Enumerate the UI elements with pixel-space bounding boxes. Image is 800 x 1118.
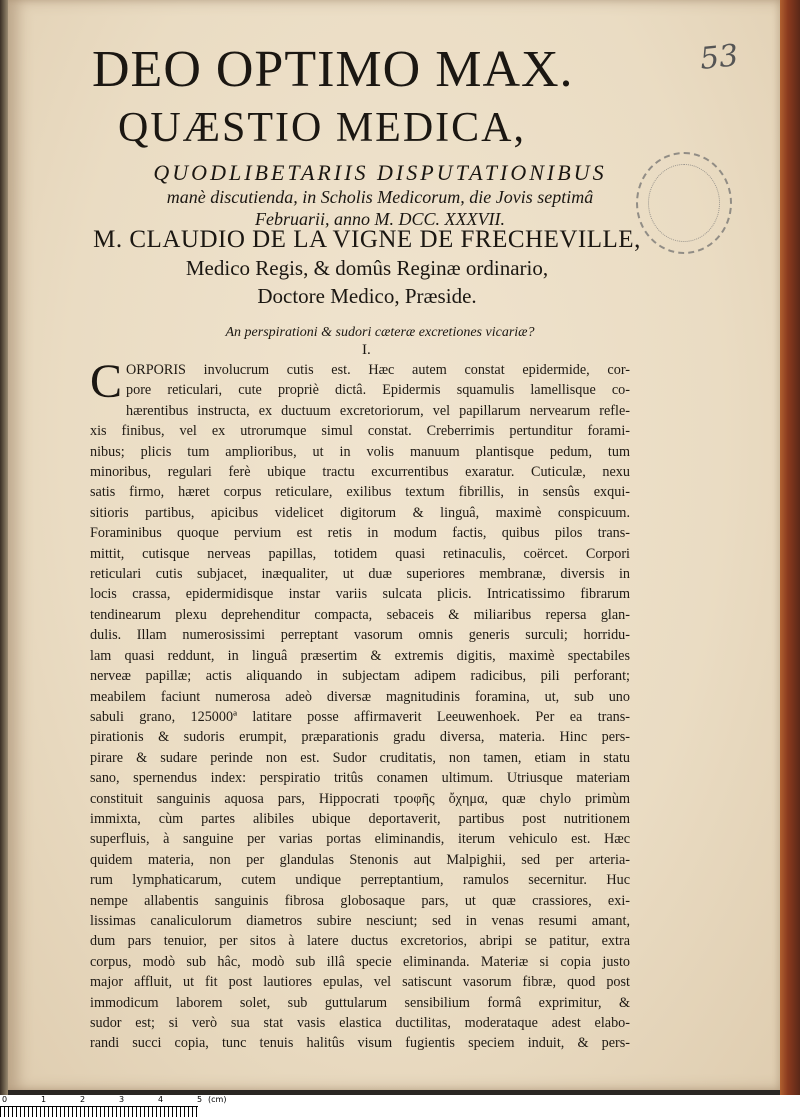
body-line: rum lymphaticarum, cutem undique perreptantium, ramulos secernitur. Huc [90, 872, 630, 889]
subtitle-line-2: manè discutienda, in Scholis Medicorum, die Jovis septimâ [166, 187, 594, 207]
body-line: immixta, cùm partes alibiles ubique deportaverit, partibus post nutritionem [90, 810, 630, 827]
page-edge [780, 0, 800, 1095]
body-line: dulis. Illam numerosissimi perreptant vasorum omnis generis surculi; horridu- [90, 627, 630, 644]
handwritten-note: 53 [698, 38, 740, 77]
president-name: M. CLAUDIO DE LA VIGNE DE FRECHEVILLE, [93, 226, 641, 253]
body-line: corpus, modò sub hâc, modò sub illâ specie eliminanda. Materiæ si copia justo [90, 953, 630, 970]
body-line: quidem materia, non per glandulas Stenonis aut Malpighii, sed per arteria- [90, 851, 630, 868]
drop-cap: C [90, 355, 123, 408]
ruler-tick-label: 2 [80, 1095, 86, 1104]
body-line: xis finibus, vel ex utrorumque simul constat. Creberrimis pertunditur forami- [90, 423, 630, 440]
body-line: meabilem faciunt numerosa adeò diversæ magnitudinis foramina, ut, sub uno [90, 688, 630, 705]
scale-ruler [0, 1095, 800, 1118]
body-line: reticulari cutis subjacet, inæqualiter, ut duæ superiores membranæ, diversis in [90, 566, 630, 583]
subtitle [120, 160, 640, 230]
ruler-scale [0, 1106, 198, 1117]
body-line: pirare & sudare perinde non est. Sudor cruditatis, non tamen, etiam in statu [90, 749, 630, 766]
president-role-1: Medico Regis, & domûs Reginæ ordinario, [185, 256, 549, 280]
title-line-1: DEO OPTIMO MAX. [92, 41, 574, 98]
ruler-tick-label: 4 [158, 1095, 164, 1104]
body-line: sitioris partibus, apicibus videlicet digitorum & linguâ, maximè conspicuum. [90, 504, 630, 521]
body-line: immodicum laborem solet, sub guttularum sensibilium formâ exprimitur, & [90, 994, 630, 1011]
body-line: Foraminibus quoque pervium est retis in modum factis, quibus pilos trans- [90, 525, 630, 542]
body-line: major affluit, ut fit post lautiores epulas, vel satiscunt vasorum fibræ, quod post [90, 974, 630, 991]
body-line: sudor est; si verò sua stat vasis elastica ductilitas, moderataque adest elabo- [90, 1015, 630, 1031]
ruler-tick-label: 0 [2, 1095, 8, 1104]
body-line: dum pars tenuior, per sitos à latere ductus excretorios, abripi se patitur, extra [90, 933, 630, 950]
president-role-2: Doctore Medico, Præside. [257, 284, 477, 308]
library-stamp [636, 152, 732, 254]
body-line: constituit sanguinis aquosa pars, Hippocrati τροφῆς ὄχημα, quæ chylo primùm [90, 790, 630, 807]
body-line: sabuli grano, 125000ª latitare posse affirmaverit Leeuwenhoek. Per ea trans- [90, 708, 630, 725]
body-line: nempe allabentis sanguinis fibrosa globosaque pars, ut quæ crassiores, exi- [90, 892, 630, 909]
body-line: nibus; plicis tum amplioribus, ut in volis manuum plantisque pedum, tum [90, 443, 630, 460]
body-line: ORPORIS involucrum cutis est. Hæc autem constat epidermide, cor- [126, 362, 630, 378]
question: An perspirationi & sudori cæteræ excretiones vicariæ? [225, 325, 535, 340]
body-line: satis firmo, hæret corpus reticulare, exilibus textum fibrillis, in sensûs exqui- [90, 484, 630, 501]
subtitle-line-1: QUODLIBETARIIS DISPUTATIONIBUS [153, 160, 607, 185]
body-line: minoribus, regulari ferè ubique tractu excurrentibus exaratur. Cuticulæ, nexu [90, 464, 630, 481]
body-line: pore reticulari, cute propriè dictâ. Epidermis squamulis lamellisque co- [126, 382, 630, 399]
section-number: I. [362, 342, 371, 358]
ruler-tick-label: 3 [119, 1095, 125, 1104]
body-line: superfluis, à sanguine per varias portas eliminandis, iterum vehiculo est. Hæc [90, 831, 630, 848]
body-line: tendinearum plexu deprehenditur compacta, sebaceis & miliaribus repersa glan- [90, 606, 630, 623]
body-text [90, 355, 630, 1054]
body-line: sano, spernendus index: perspiratio tritûs conamen ultimum. Utriusque materiam [90, 770, 630, 787]
body-line: nerveæ papillæ; actis aliquando in subjectam adipem radicibus, pili perforant; [90, 668, 630, 685]
body-line: lam quasi reddunt, in linguâ præsertim & extremis digitis, maximè spectabiles [90, 647, 630, 664]
ruler-tick-label: 1 [41, 1095, 47, 1104]
body-line: lissimas canaliculorum diametros subire nesciunt; sed in venas resumi amant, [90, 912, 630, 929]
ruler-numbers [0, 1095, 260, 1106]
body-line: pirationis & sudoris erumpit, præparationis gradu diversa, materia. Hinc pers- [90, 729, 630, 746]
title-line-2: QUÆSTIO MEDICA, [118, 105, 526, 151]
ruler-tick-label: 5 [197, 1095, 203, 1104]
subtitle-line-3: Februarii, anno M. DCC. XXXVII. [255, 209, 505, 229]
body-line: mittit, cutisque nerveas papillas, totidem quasi retinaculis, coërcet. Corpori [90, 545, 630, 562]
president-block [92, 226, 642, 310]
body-line: hærentibus instructa, ex ductuum excretoriorum, vel papillarum nervearum refle- [126, 402, 630, 419]
binding-edge [0, 0, 8, 1095]
ruler-unit: (cm) [208, 1095, 227, 1104]
body-line: locis crassa, epidermidisque instar variis sulcata plicis. Intricatissimo fibrarum [90, 586, 630, 603]
body-line: randi succi copia, tunc tenuis halitûs visum fugientis speciem induit, & pers- [90, 1035, 630, 1052]
